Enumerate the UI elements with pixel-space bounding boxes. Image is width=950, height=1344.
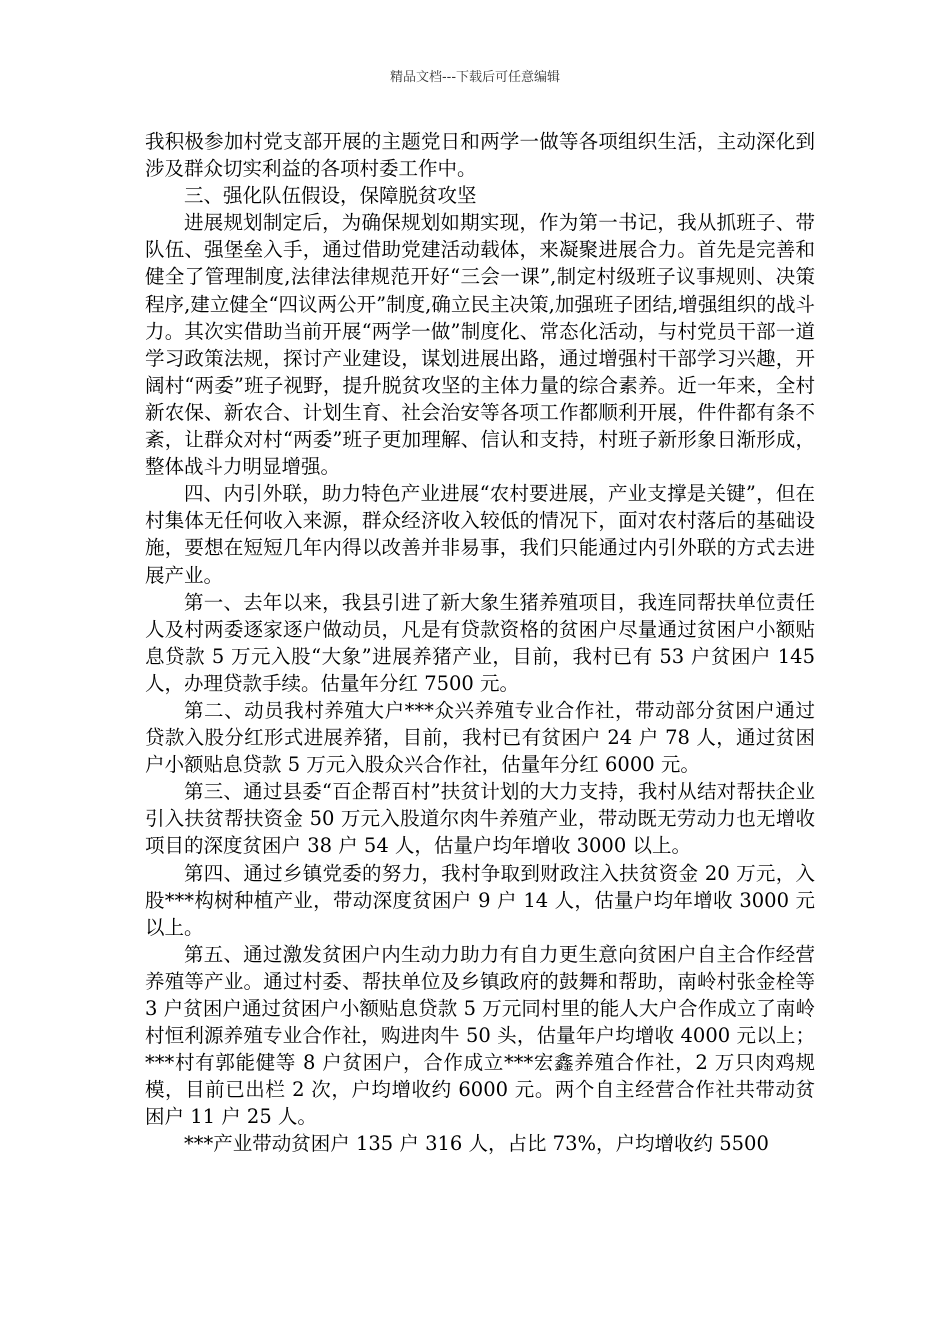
paragraph-summary: ***产业带动贫困户 135 户 316 人，占比 73%，户均增收约 5500 xyxy=(184,1132,769,1156)
paragraph-third: 第三、通过县委“百企帮百村”扶贫计划的大力支持，我村从结对帮扶企业引入扶贫帮扶资金 50 万元入股道尔肉牛养殖产业，带动既无劳动力也无增收项目的深度贫困户 38 户 54 人，估量户均年增收 3000 以上。 xyxy=(145,780,815,858)
paragraph-fourth: 第四、通过乡镇党委的努力，我村争取到财政注入扶贫资金 20 万元，入股***构树种植产业，带动深度贫困户 9 户 14 人，估量户均年增收 3000 元以上。 xyxy=(145,861,815,939)
paragraph-first: 第一、去年以来，我县引进了新大象生猪养殖项目，我连同帮扶单位责任人及村两委逐家逐户做动员，凡是有贷款资格的贫困户尽量通过贫困户小额贴息贷款 5 万元入股“大象”进展养猪产业，目前，我村已有 53 户贫困户 145 人，办理贷款手续。估量年分红 7500 元。 xyxy=(145,590,815,695)
section-heading-3: 三、强化队伍假设，保障脱贫攻坚 xyxy=(184,184,477,208)
paragraph-continued: 我积极参加村党支部开展的主题党日和两学一做等各项组织生活，主动深化到涉及群众切实利益的各项村委工作中。 xyxy=(145,130,815,181)
section-heading-4: 四、内引外联，助力特色产业进展“农村要进展，产业支撑是关键”，但在村集体无任何收入来源，群众经济收入较低的情况下，面对农村落后的基础设施，要想在短短几年内得以改善并非易事，我们只能通过内引外联的方式去进展产业。 xyxy=(145,482,815,587)
paragraph-team-building: 进展规划制定后，为确保规划如期实现，作为第一书记，我从抓班子、带队伍、强堡垒入手，通过借助党建活动载体，来凝聚进展合力。首先是完善和健全了管理制度,法律法律规范开好“三会一课”,制定村级班子议事规则、决策程序,建立健全“四议两公开”制度,确立民主决策,加强班子团结,增强组织的战斗力。其次实借助当前开展“两学一做”制度化、常态化活动，与村党员干部一道学习政策法规，探讨产业建设，谋划进展出路，通过增强村干部学习兴趣，开阔村“两委”班子视野，提升脱贫攻坚的主体力量的综合素养。近一年来，全村新农保、新农合、计划生育、社会治安等各项工作都顺利开展，件件都有条不紊，让群众对村“两委”班子更加理解、信认和支持，村班子新形象日渐形成，整体战斗力明显增强。 xyxy=(145,211,815,479)
page-header: 精品文档---下载后可任意编辑 xyxy=(389,70,561,85)
paragraph-second: 第二、动员我村养殖大户***众兴养殖专业合作社，带动部分贫困户通过贷款入股分红形式进展养猪，目前，我村已有贫困户 24 户 78 人，通过贫困户小额贴息贷款 5 万元入股众兴合作社，估量年分红 6000 元。 xyxy=(145,698,815,777)
paragraph-fifth: 第五、通过激发贫困户内生动力助力有自力更生意向贫困户自主合作经营养殖等产业。通过村委、帮扶单位及乡镇政府的鼓舞和帮助，南岭村张金栓等 3 户贫困户通过贫困户小额贴息贷款 5 万元同村里的能人大户合作成立了南岭村恒利源养殖专业合作社，购进肉牛 50 头，估量年户均增收 4000 元以上；***村有郭能健等 8 户贫困户，合作成立***宏鑫养殖合作社，2 万只肉鸡规模，目前已出栏 2 次，户均增收约 6000 元。两个自主经营合作社共带动贫困户 11 户 25 人。 xyxy=(145,942,815,1129)
document-body xyxy=(145,128,815,1158)
